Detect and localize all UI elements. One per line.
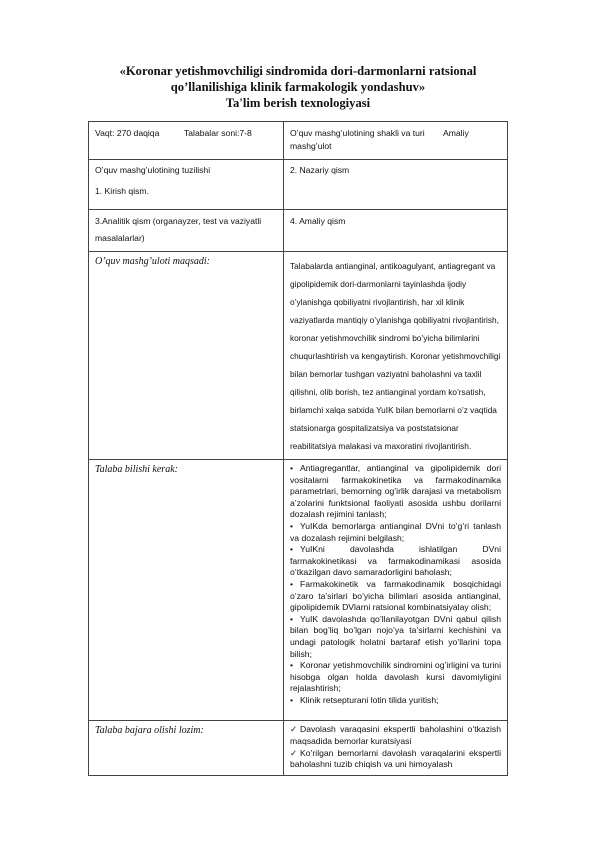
document-title bbox=[0, 63, 596, 111]
bullet-icon: • bbox=[290, 544, 294, 555]
goal-label: O’quv mashg’uloti maqsadi: bbox=[95, 256, 210, 267]
bullet-icon: • bbox=[290, 694, 294, 705]
list-item: • Koronar yetishmovchilik sindromini og’irligini va turini hisobga olgan holda davolash kursi davomiyligini rejalashtirish; bbox=[290, 660, 501, 694]
bullet-icon: • bbox=[290, 578, 294, 589]
bullet-icon: • bbox=[290, 463, 294, 473]
list-item: • YuIKda bemorlarga antianginal DVni to’g’ri tanlash va dozalash rejimini belgilash; bbox=[290, 520, 501, 543]
tasks-label: Talaba bajara olishi lozim: bbox=[95, 725, 204, 737]
students-label: Talabalar soni:7-8 bbox=[183, 128, 252, 138]
goal-text: Talabalarda antianginal, antikoagulyant, antiagregant va gipolipidemik dori-darmonlarni tayinlashda ijodiy o’ylanishga qobiliyatni rivojlantirish, har xil klinik vaziyatlarda mantiqiy o’ylanishga qobiliyatni rivojlantirish, koronar yetishmovchilik sindromi bo’yicha bilimlarini chuqurlashtirish va kengaytirish. Koronar yetishmovchiligi bilan bemorlar tushgan vaziyatni baholashni va taxlil qilishni, olib borish, tez antianginal yordam ko’rsatish, birlamchi xalqa satxida YuIK bilan bemorlarni o’z vaqtida statsionarga gospitalizatsiya va poststatsionar reabilitatsiya malakasi va maxoratini rivojlantirish. bbox=[290, 261, 501, 451]
part-4-cell bbox=[284, 210, 508, 252]
list-item: • YuIKni davolashda ishlatilgan DVni farmakokinetikasi va farmakodinamikasi asosida o’tkazilgan davo samaradorligini baholash; bbox=[290, 544, 501, 578]
goal-row bbox=[89, 252, 508, 460]
title-line-3: Ta'lim berish texnologiyasi bbox=[225, 96, 371, 110]
tasks-list-cell bbox=[284, 721, 508, 775]
goal-label-cell bbox=[89, 252, 284, 460]
knowledge-list bbox=[290, 463, 501, 706]
knowledge-label: Talaba bilishi kerak: bbox=[95, 464, 178, 475]
list-item: • YuIK davolashda qo’llanilayotgan DVni qabul qilish bilan bog’liq bo’lgan nojo’ya ta’sirlarni kechishini va undagi patologik holatni bartaraf etish yo’llarini topa bilish; bbox=[290, 613, 501, 659]
part-4: 4. Amaliy qism bbox=[290, 216, 346, 226]
part-3: 3.Analitik qism (organayzer, test va vaziyatli masalalarlar) bbox=[95, 216, 262, 243]
part-1: 1. Kirish qism. bbox=[95, 186, 149, 196]
list-item: • Antiagregantlar, antianginal va gipolipidemik dori vositalarni farmakokinetika va farmakodinamika parametrlari, bemorning og’irlik darajasi va metabolism a’zolarini funktsional faoliyati asosida ushbu dorilarni dozalash rejimini tanlash; bbox=[290, 463, 501, 520]
knowledge-row bbox=[89, 460, 508, 721]
goal-text-cell bbox=[284, 252, 508, 460]
list-item: • Klinik retsepturani lotin tilida yuritish; bbox=[290, 694, 439, 705]
form-label: O’quv mashg’ulotining shakli va turi bbox=[290, 128, 425, 138]
tasks-list bbox=[290, 724, 501, 770]
analytic-row bbox=[89, 210, 508, 252]
knowledge-list-cell bbox=[284, 460, 508, 721]
tasks-label-cell bbox=[89, 721, 284, 775]
bullet-icon: • bbox=[290, 613, 294, 624]
knowledge-label-cell bbox=[89, 460, 284, 721]
lesson-type: Amaliy mashg’ulot bbox=[290, 128, 469, 151]
technology-table bbox=[88, 121, 508, 776]
part-2-cell bbox=[284, 160, 508, 210]
title-line-1: «Koronar yetishmovchiligi sindromida dori-darmonlarni ratsional bbox=[119, 64, 477, 78]
time-cell bbox=[89, 122, 284, 160]
time-row bbox=[89, 122, 508, 160]
tasks-row bbox=[89, 721, 508, 775]
structure-row bbox=[89, 160, 508, 210]
title-line-2: qo’llanilishiga klinik farmakologik yondashuv» bbox=[170, 80, 426, 94]
checkmark-icon: ✓ bbox=[290, 724, 298, 735]
list-item: ✓ Ko’rilgan bemorlarni davolash varaqalarini ekspertli baholashni tuzib chiqish va uni himoyalash bbox=[290, 747, 501, 770]
bullet-icon: • bbox=[290, 660, 294, 671]
part-2: 2. Nazariy qism bbox=[290, 165, 350, 175]
checkmark-icon: ✓ bbox=[290, 747, 298, 758]
structure-label: O’quv mashg’ulotining tuzilishi bbox=[95, 165, 211, 175]
bullet-icon: • bbox=[290, 520, 294, 531]
structure-cell bbox=[89, 160, 284, 210]
list-item: • Farmakokinetik va farmakodinamik bosqichidagi o’zaro ta’sirlari bo’yicha bilimlari asosida antianginal, gipolipidemik DVlarni ratsional kombinatsiyalay olish; bbox=[290, 578, 501, 613]
time-label: Vaqt: 270 daqiqa bbox=[95, 128, 160, 138]
part-3-cell bbox=[89, 210, 284, 252]
list-item: ✓ Davolash varaqasini ekspertli baholashini o’tkazish maqsadida bemorlar kuratsiyasi bbox=[290, 724, 501, 747]
form-cell bbox=[284, 122, 508, 160]
